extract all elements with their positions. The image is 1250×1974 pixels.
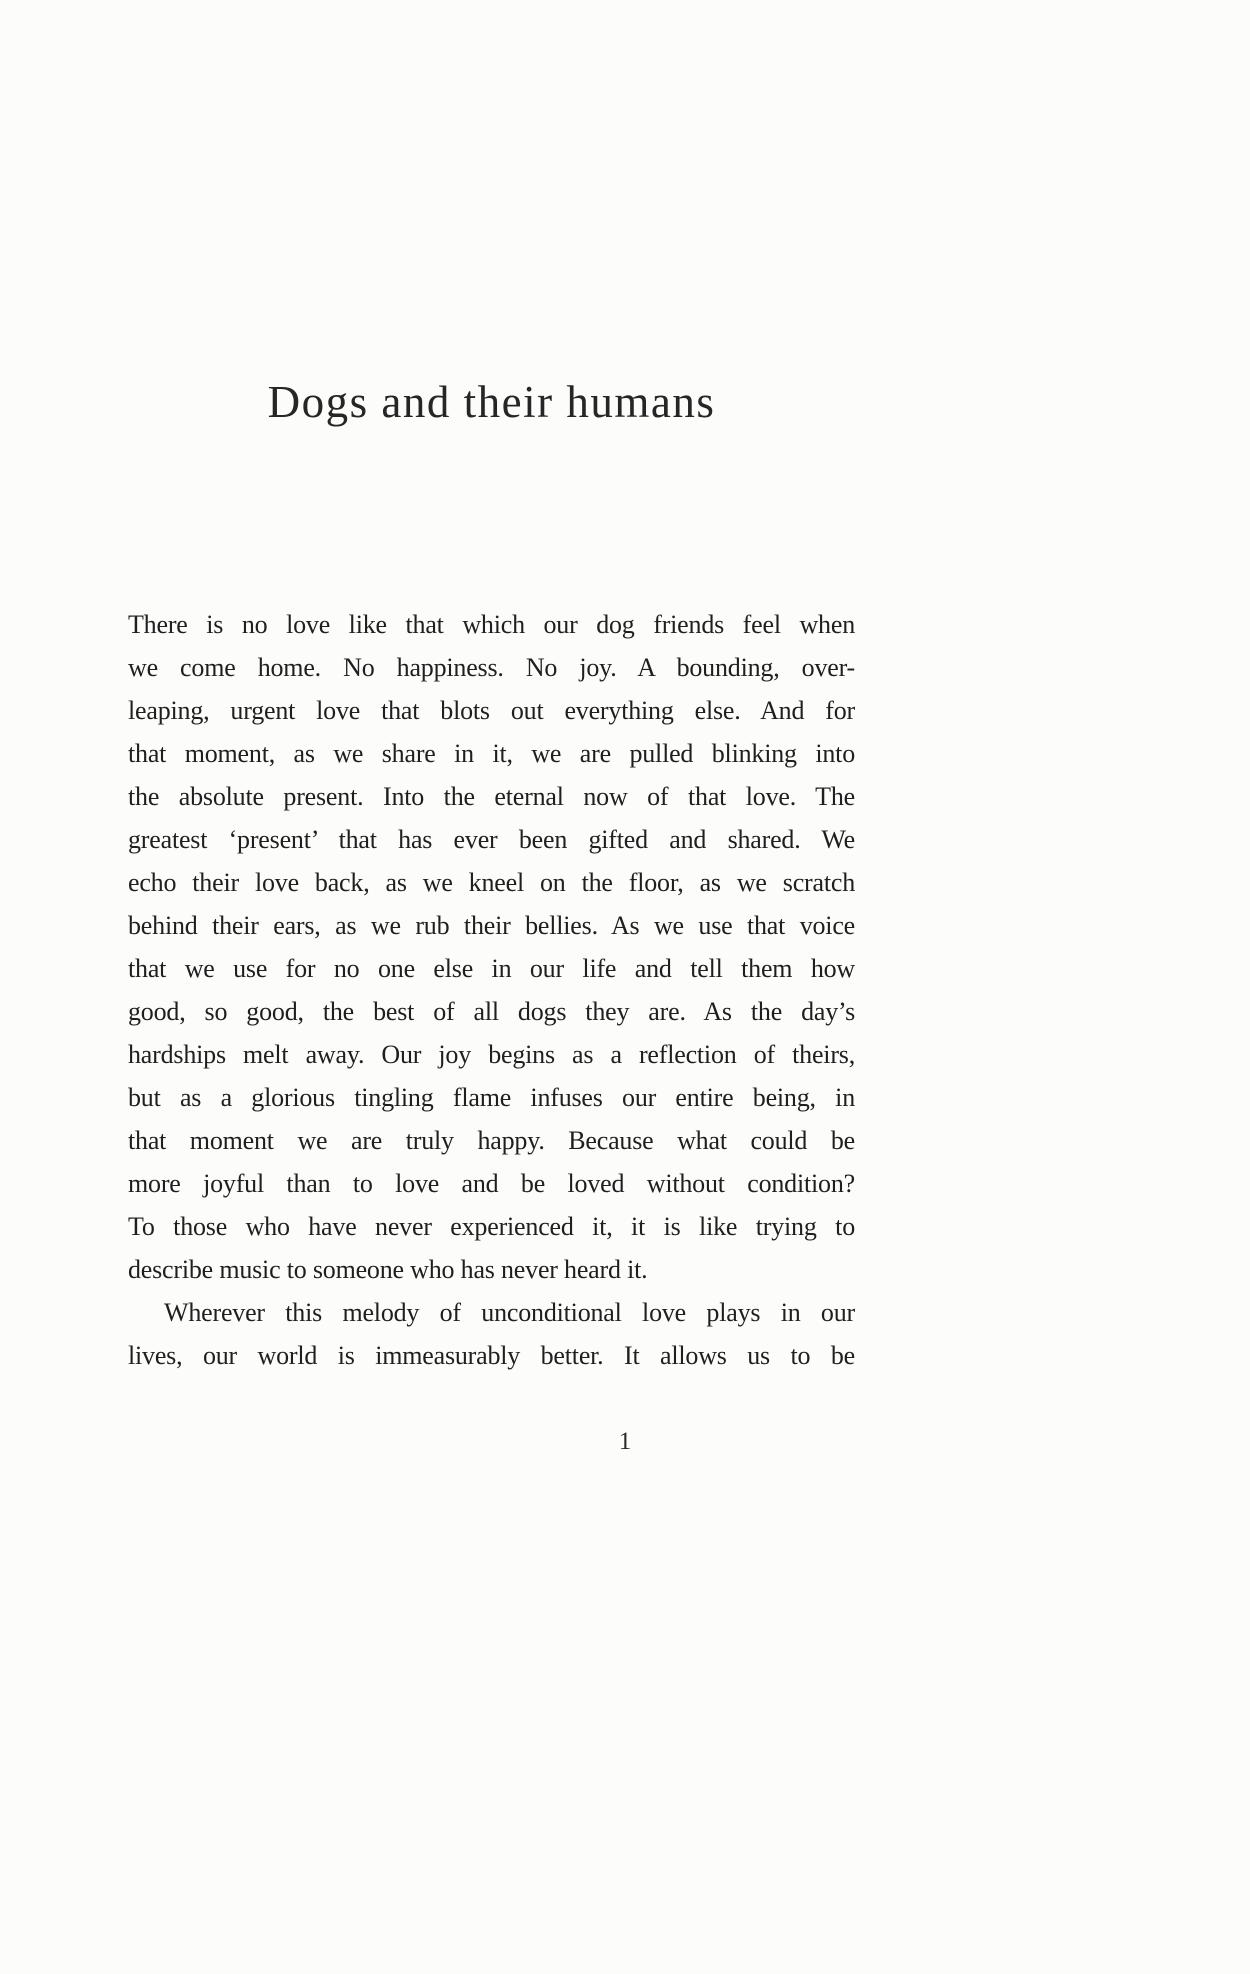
text-line: we come home. No happiness. No joy. A bounding, over- (128, 653, 855, 682)
body-text (128, 603, 855, 1377)
text-line: that we use for no one else in our life and tell them how (128, 954, 855, 983)
text-line: that moment, as we share in it, we are pulled blinking into (128, 739, 855, 768)
text-line: the absolute present. Into the eternal now of that love. The (128, 782, 855, 811)
text-line: describe music to someone who has never heard it. (128, 1255, 648, 1284)
text-line: greatest ‘present’ that has ever been gifted and shared. We (128, 825, 855, 854)
text-line: echo their love back, as we kneel on the floor, as we scratch (128, 868, 855, 897)
text-line: hardships melt away. Our joy begins as a reflection of theirs, (128, 1040, 855, 1069)
text-line: Wherever this melody of unconditional love plays in our (164, 1298, 855, 1327)
text-line: more joyful than to love and be loved without condition? (128, 1169, 855, 1198)
page-number: 1 (618, 1428, 632, 1455)
chapter-title: Dogs and their humans (267, 377, 716, 427)
text-line: but as a glorious tingling flame infuses our entire being, in (128, 1083, 855, 1112)
text-line: behind their ears, as we rub their bellies. As we use that voice (128, 911, 855, 940)
text-line: good, so good, the best of all dogs they are. As the day’s (128, 997, 855, 1026)
text-line: lives, our world is immeasurably better. It allows us to be (128, 1341, 855, 1370)
text-line: To those who have never experienced it, it is like trying to (128, 1212, 855, 1241)
text-line: There is no love like that which our dog friends feel when (128, 610, 855, 639)
text-line: leaping, urgent love that blots out everything else. And for (128, 696, 855, 725)
text-column (128, 0, 855, 1974)
text-line: that moment we are truly happy. Because what could be (128, 1126, 855, 1155)
